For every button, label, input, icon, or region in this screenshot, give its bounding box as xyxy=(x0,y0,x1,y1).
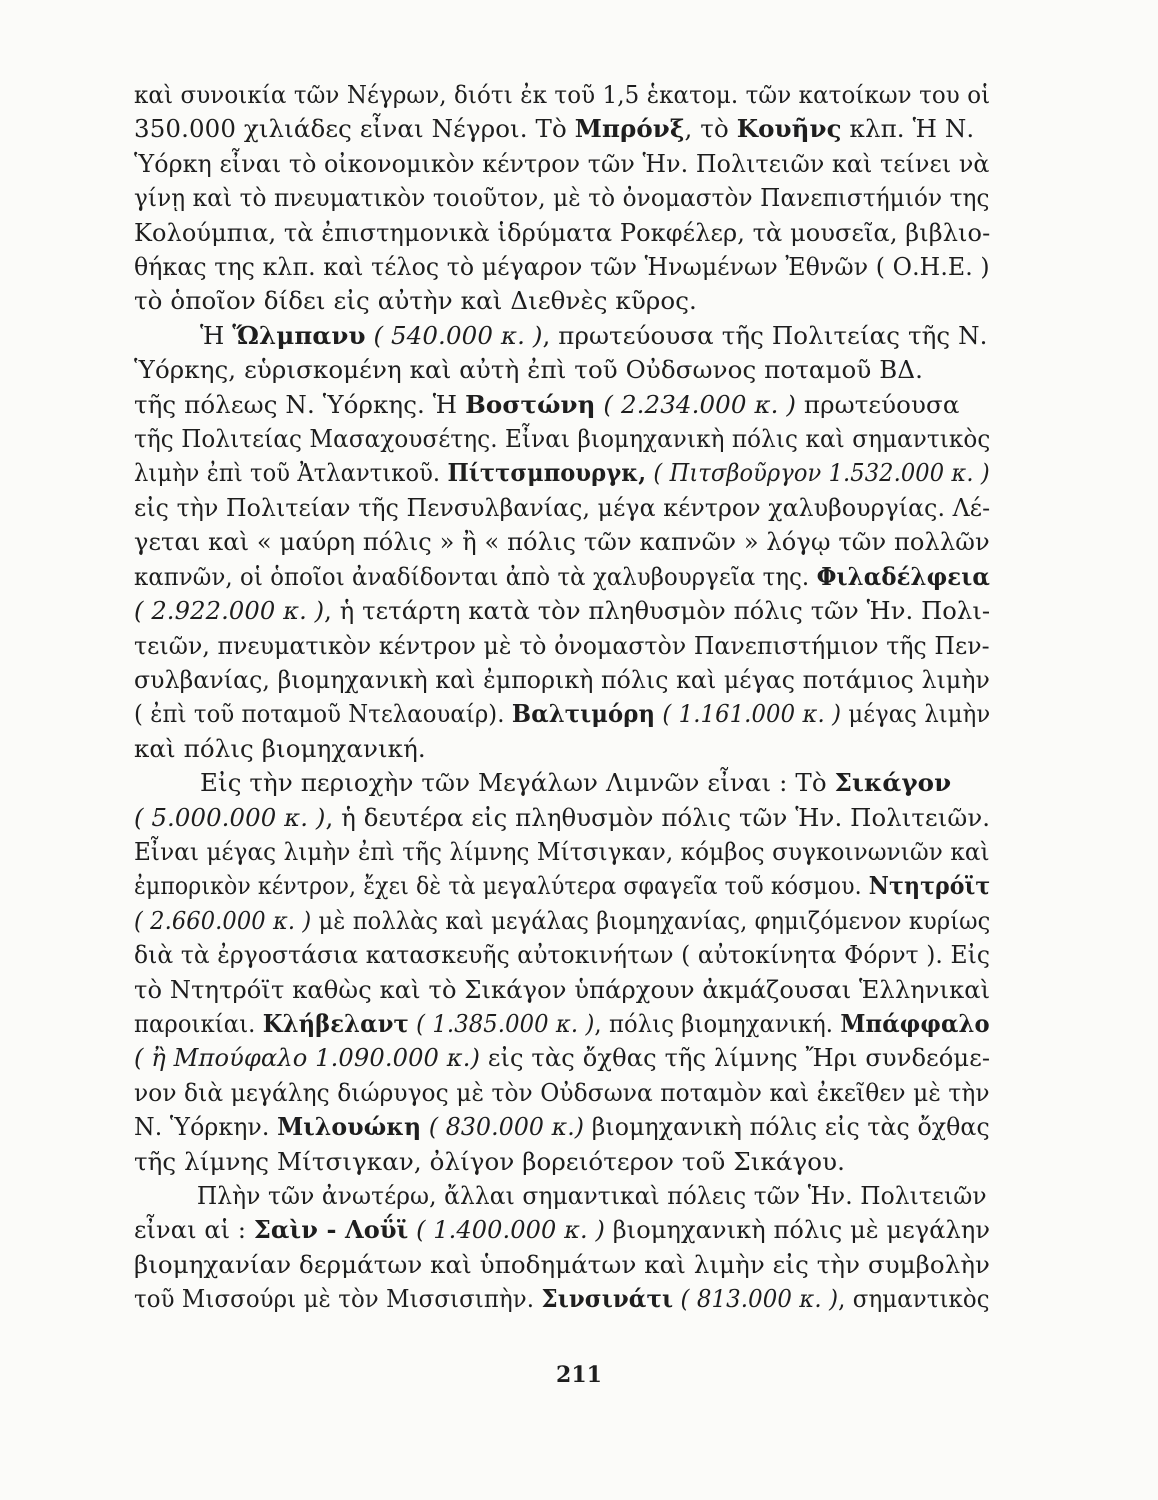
italic-population: ( 830.000 κ.) xyxy=(421,1112,585,1142)
text-line xyxy=(134,78,991,112)
text-run: θήκας της κλπ. καὶ τέλος τὸ μέγαρον τῶν Ἡνωμένων Ἐθνῶν ( Ο.Η.Ε. ) xyxy=(134,252,990,282)
text-run: καὶ πόλις βιομηχανική. xyxy=(134,733,426,763)
italic-population: ( 2.660.000 κ. ) xyxy=(134,905,312,935)
text-line xyxy=(134,1213,991,1247)
text-run: παροικίαι. xyxy=(134,1008,263,1038)
text-line xyxy=(134,629,990,663)
text-line xyxy=(134,560,990,594)
text-line xyxy=(134,1076,990,1110)
italic-population: ( 540.000 κ. ) xyxy=(365,320,543,350)
text-run: βιομηχανίαν δερμάτων καὶ ὑποδημάτων καὶ λιμὴν εἰς τὴν συμβολὴν xyxy=(134,1249,991,1279)
text-line xyxy=(134,663,990,697)
text-run: τὸ Ντητρόϊτ καθὼς καὶ τὸ Σικάγον ὑπάρχουν ἀκμάζουσαι Ἑλληνικαὶ xyxy=(134,974,991,1004)
bold-place-name: Ντητρόϊτ xyxy=(868,871,991,901)
text-line xyxy=(134,1282,990,1316)
italic-population: ( ἢ Μπούφαλο 1.090.000 κ.) xyxy=(134,1043,481,1073)
text-run: Ὑόρκης, εὑρισκομένη καὶ αὐτὴ ἐπὶ τοῦ Οὐδσωνος ποταμοῦ ΒΔ. xyxy=(134,355,924,385)
bold-place-name: Κλήβελαντ xyxy=(262,1008,409,1038)
text-run: εἶναι αἱ : xyxy=(134,1215,254,1245)
bold-place-name: Μπρόνξ xyxy=(574,114,685,144)
italic-population: ( Πιτσβοῦργον 1.532.000 κ. ) xyxy=(646,458,990,488)
text-run: καπνῶν, οἱ ὁποῖοι ἀναδίδονται ἀπὸ τὰ χαλυβουργεῖα της. xyxy=(134,561,817,591)
text-run: τῆς Πολιτείας Μασαχουσέτης. Εἶναι βιομηχανικὴ πόλις καὶ σημαντικὸς xyxy=(134,424,991,454)
text-line xyxy=(134,319,990,353)
bold-place-name: Ὥλμπανυ xyxy=(232,320,366,350)
text-line xyxy=(134,422,991,456)
bold-place-name: Κουῆνς xyxy=(736,114,842,144)
text-run: συλβανίας, βιομηχανικὴ καὶ ἐμπορικὴ πόλις καὶ μέγας ποτάμιος λιμὴν xyxy=(134,664,990,694)
text-run: Πλὴν τῶν ἀνωτέρω, ἄλλαι σημαντικαὶ πόλεις τῶν Ἡν. Πολιτειῶν xyxy=(196,1181,987,1210)
text-run: , πρωτεύουσα τῆς Πολιτείας τῆς Ν. xyxy=(542,320,988,350)
bold-place-name: Βοστώνη xyxy=(465,389,596,419)
text-run: τειῶν, πνευματικὸν κέντρον μὲ τὸ ὀνομαστὸν Πανεπιστήμιον τῆς Πεν- xyxy=(134,630,990,660)
italic-population: ( 5.000.000 κ. ) xyxy=(134,802,326,832)
text-line xyxy=(134,284,990,318)
text-line xyxy=(134,973,991,1007)
text-line xyxy=(134,181,990,215)
bold-place-name: Μπάφφαλο xyxy=(840,1008,990,1038)
text-line xyxy=(134,1007,990,1041)
italic-population: ( 813.000 κ. ) xyxy=(673,1284,839,1314)
text-run: , τὸ xyxy=(684,114,737,144)
text-line xyxy=(134,525,990,559)
text-run: καὶ συνοικία τῶν Νέγρων, διότι ἐκ τοῦ 1,5 ἑκατομ. τῶν κατοίκων του οἱ xyxy=(134,80,991,109)
text-run: τὸ ὁποῖον δίδει εἰς αὐτὴν καὶ Διεθνὲς κῦρος. xyxy=(134,286,697,316)
bold-place-name: Πίττσμπουργκ, xyxy=(447,458,647,488)
text-run: μέγας λιμὴν xyxy=(841,699,991,729)
text-run: τῆς λίμνης Μίτσιγκαν, ὀλίγον βορειότερον τοῦ Σικάγου. xyxy=(134,1146,845,1176)
text-run: Ἡ xyxy=(200,320,233,350)
text-line xyxy=(134,1248,991,1282)
text-line xyxy=(134,353,990,387)
text-line xyxy=(134,1179,987,1213)
text-run: τοῦ Μισσούρι μὲ τὸν Μισσισιπὴν. xyxy=(134,1284,542,1314)
text-run: ( ἐπὶ τοῦ ποταμοῦ Ντελαουαίρ). xyxy=(134,699,512,729)
text-line xyxy=(134,732,990,766)
text-run: , πόλις βιομηχανική. xyxy=(594,1008,841,1038)
text-run: ἐμπορικὸν κέντρον, ἔχει δὲ τὰ μεγαλύτερα σφαγεῖα τοῦ κόσμου. xyxy=(134,871,869,901)
text-line xyxy=(134,801,991,835)
italic-population: ( 1.400.000 κ. ) xyxy=(408,1215,605,1245)
bold-place-name: Φιλαδέλφεια xyxy=(816,561,990,591)
text-run: νον διὰ μεγάλης διώρυγος μὲ τὸν Οὐδσωνα ποταμὸν καὶ ἐκεῖθεν μὲ τὴν xyxy=(134,1077,990,1107)
text-run: τῆς πόλεως Ν. Ὑόρκης. Ἡ xyxy=(134,389,466,419)
text-run: εἰς τὴν Πολιτείαν τῆς Πενσυλβανίας, μέγα κέντρον χαλυβουργίας. Λέ- xyxy=(134,492,991,522)
text-line xyxy=(134,938,991,972)
bold-place-name: Σινσινάτι xyxy=(541,1284,674,1314)
text-run: κλπ. Ἡ Ν. xyxy=(841,114,975,144)
text-line xyxy=(134,594,991,628)
text-line xyxy=(134,250,990,284)
text-run: βιομηχανικὴ πόλις εἰς τὰς ὄχθας xyxy=(584,1112,990,1142)
text-line xyxy=(134,147,990,181)
text-run: Ὑόρκη εἶναι τὸ οἰκονομικὸν κέντρον τῶν Ἡν. Πολιτειῶν καὶ τείνει νὰ xyxy=(134,148,990,178)
text-line xyxy=(134,456,990,490)
page-body-text xyxy=(134,78,990,1317)
text-line xyxy=(134,869,991,903)
bold-place-name: Σαὶν - Λοΰϊ xyxy=(253,1215,409,1245)
text-run: 350.000 χιλιάδες εἶναι Νέγροι. Τὸ xyxy=(134,114,575,144)
text-run: διὰ τὰ ἐργοστάσια κατασκευῆς αὐτοκινήτων ( αὐτοκίνητα Φόρντ ). Εἰς xyxy=(134,940,991,970)
text-line xyxy=(134,766,990,800)
italic-population: ( 1.385.000 κ. ) xyxy=(408,1008,595,1038)
text-line xyxy=(134,388,990,422)
text-run: , ἡ τετάρτη κατὰ τὸν πληθυσμὸν πόλις τῶν Ἡν. Πολι- xyxy=(324,596,991,626)
text-line xyxy=(134,1110,990,1144)
italic-population: ( 2.922.000 κ. ) xyxy=(134,596,325,626)
text-run: Εἶναι μέγας λιμὴν ἐπὶ τῆς λίμνης Μίτσιγκαν, κόμβος συγκοινωνιῶν καὶ xyxy=(134,836,990,866)
text-run: μὲ πολλὰς καὶ μεγάλας βιομηχανίας, φημιζόμενον κυρίως xyxy=(311,905,991,935)
text-line xyxy=(134,112,990,146)
text-run: Εἰς τὴν περιοχὴν τῶν Μεγάλων Λιμνῶν εἶναι : Τὸ xyxy=(200,768,835,798)
text-line xyxy=(134,1145,990,1179)
text-run: γίνῃ καὶ τὸ πνευματικὸν τοιοῦτον, μὲ τὸ ὀνομαστὸν Πανεπιστήμιόν της xyxy=(134,183,990,213)
page-number: 211 xyxy=(556,1362,602,1388)
text-line xyxy=(134,835,990,869)
text-line xyxy=(134,216,991,250)
text-run: Ν. Ὑόρκην. xyxy=(134,1112,278,1142)
text-run: πρωτεύουσα xyxy=(796,389,960,419)
bold-place-name: Βαλτιμόρη xyxy=(511,699,656,729)
text-line xyxy=(134,697,991,731)
text-run: λιμὴν ἐπὶ τοῦ Ἀτλαντικοῦ. xyxy=(134,458,448,488)
text-run: , ἡ δευτέρα εἰς πληθυσμὸν πόλις τῶν Ἡν. Πολιτειῶν. xyxy=(325,802,991,832)
text-run: , σημαντικὸς xyxy=(838,1284,990,1314)
italic-population: ( 2.234.000 κ. ) xyxy=(595,389,797,419)
text-run: Κολούμπια, τὰ ἐπιστημονικὰ ἱδρύματα Ροκφέλερ, τὰ μουσεῖα, βιβλιο- xyxy=(134,217,991,247)
text-line xyxy=(134,1041,991,1075)
bold-place-name: Μιλουώκη xyxy=(277,1112,422,1142)
text-run: γεται καὶ « μαύρη πόλις » ἢ « πόλις τῶν καπνῶν » λόγῳ τῶν πολλῶν xyxy=(134,527,990,557)
text-run: εἰς τὰς ὄχθας τῆς λίμνης Ἤρι συνδεόμε- xyxy=(480,1043,991,1073)
bold-place-name: Σικάγον xyxy=(834,768,952,798)
text-line xyxy=(134,491,991,525)
text-line xyxy=(134,904,991,938)
italic-population: ( 1.161.000 κ. ) xyxy=(655,699,842,729)
text-run: βιομηχανικὴ πόλις μὲ μεγάλην xyxy=(604,1215,991,1245)
